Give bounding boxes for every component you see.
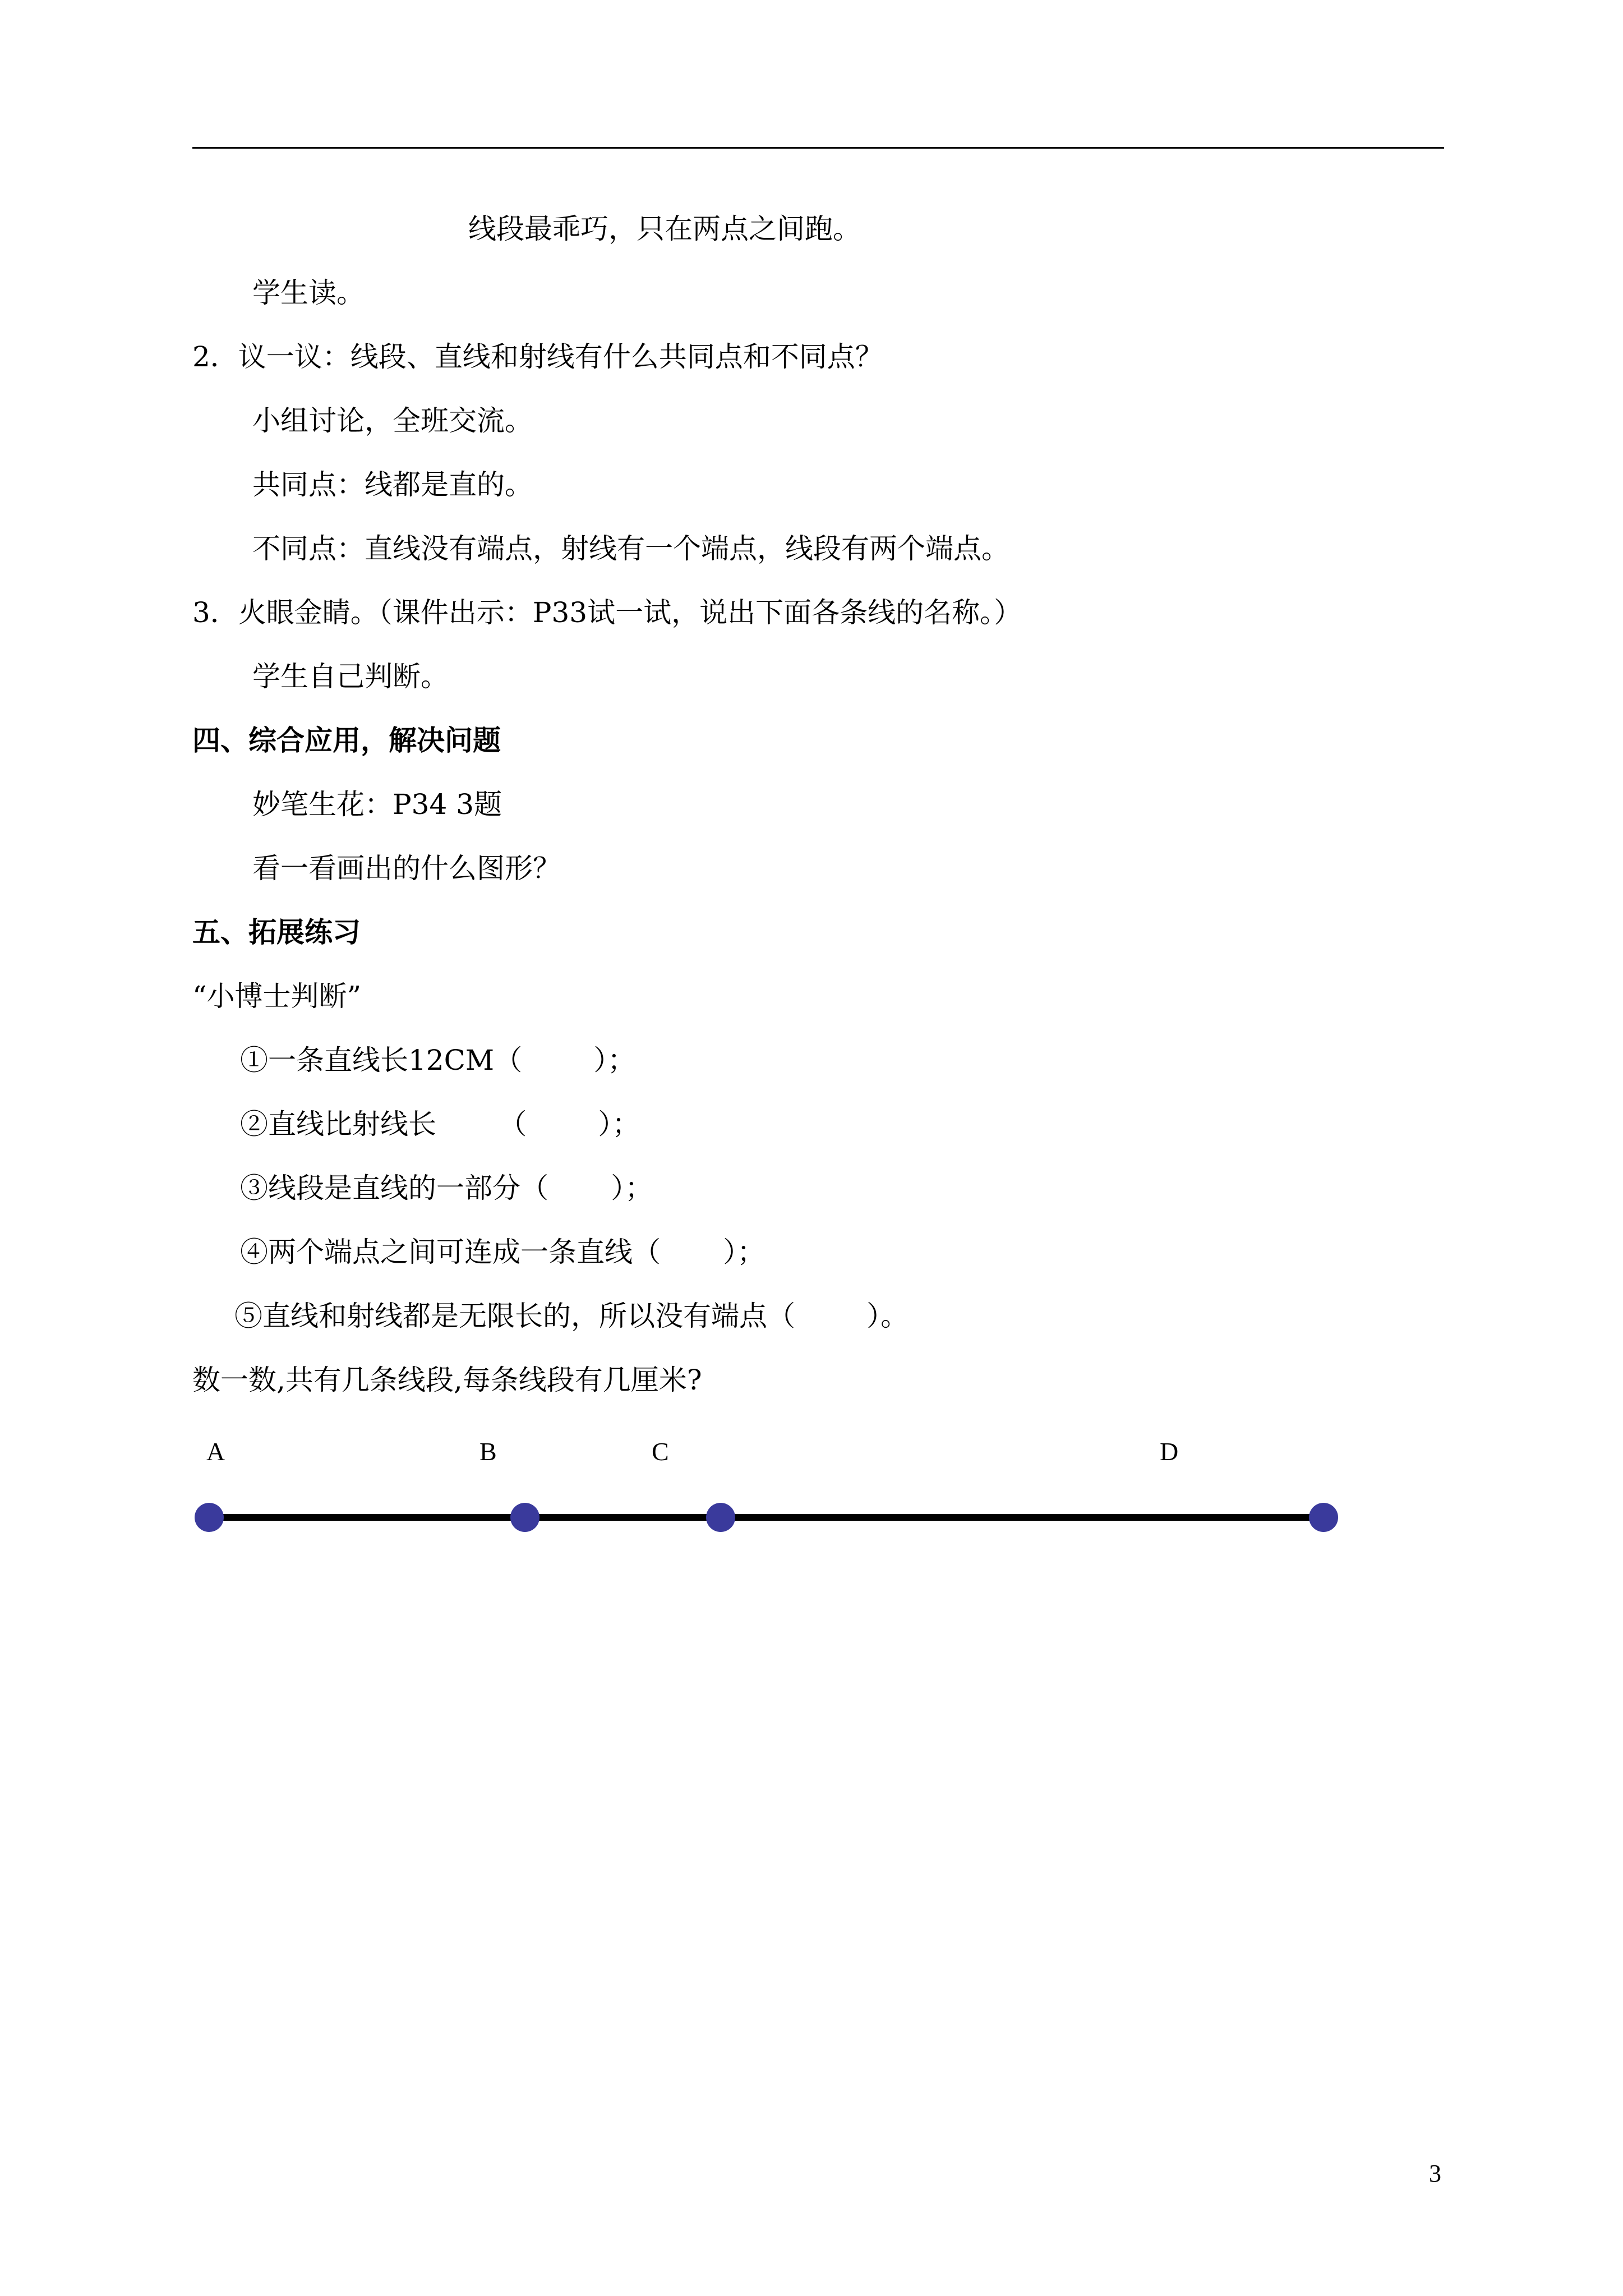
judge-item-1: ①一条直线长12CM（ ）；: [240, 1044, 636, 1076]
section-heading-5: 五、拓展练习: [192, 915, 361, 949]
judge-item-3: ③线段是直线的一部分（ ）；: [240, 1172, 653, 1204]
drawing-task: 妙笔生花：P34 3题: [252, 788, 502, 821]
point-label-a: A: [206, 1437, 225, 1466]
judge-item-4: ④两个端点之间可连成一条直线（ ）；: [240, 1236, 766, 1268]
student-read-note: 学生读。: [252, 277, 365, 309]
point-d: [1309, 1503, 1338, 1532]
sharp-eyes-task: 3．火眼金睛。（课件出示：P33试一试，说出下面各条线的名称。）: [192, 596, 1022, 629]
page-number: 3: [1429, 2160, 1441, 2187]
judge-item-2: ②直线比射线长 （ ）；: [240, 1108, 640, 1140]
judge-item-5: ⑤直线和射线都是无限长的，所以没有端点（ ）。: [234, 1300, 909, 1332]
rhyme-line: 线段最乖巧，只在两点之间跑。: [468, 213, 861, 245]
group-discussion-note: 小组讨论，全班交流。: [252, 404, 533, 437]
judge-title: “小博士判断”: [192, 980, 362, 1013]
header-rule: [192, 147, 1444, 149]
point-c: [706, 1503, 735, 1532]
point-label-d: D: [1160, 1437, 1179, 1466]
difference-text: 不同点：直线没有端点，射线有一个端点，线段有两个端点。: [252, 532, 1009, 565]
self-judge-note: 学生自己判断。: [252, 660, 449, 693]
section-heading-4: 四、综合应用，解决问题: [192, 724, 501, 757]
point-label-c: C: [652, 1437, 669, 1466]
shape-question: 看一看画出的什么图形？: [252, 852, 561, 885]
count-segments-question: 数一数,共有几条线段,每条线段有几厘米?: [192, 1364, 702, 1396]
similarity-text: 共同点：线都是直的。: [252, 468, 533, 501]
point-b: [510, 1503, 540, 1532]
point-label-b: B: [479, 1437, 497, 1466]
segment-figure: [191, 1487, 1346, 1548]
discussion-question: 2．议一议：线段、直线和射线有什么共同点和不同点？: [192, 341, 883, 373]
point-a: [195, 1503, 224, 1532]
